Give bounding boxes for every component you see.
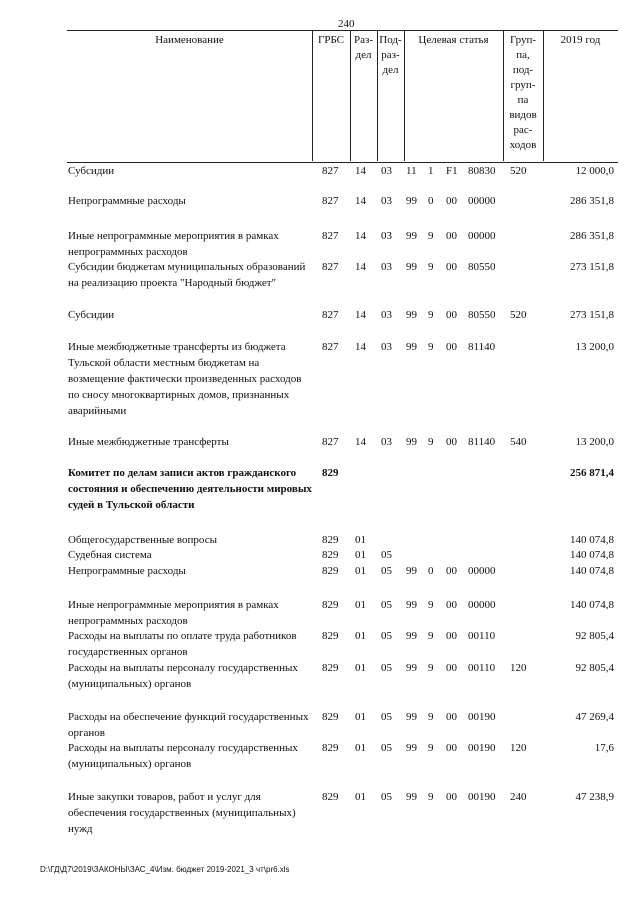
header-razdel: Раз- дел: [353, 34, 373, 61]
cell-t1: 99: [406, 565, 417, 577]
cell-t2: 9: [428, 261, 434, 273]
cell-t4: 00190: [468, 742, 496, 754]
cell-vr: 540: [510, 436, 527, 448]
cell-vr: 120: [510, 662, 527, 674]
cell-t3: 00: [446, 711, 457, 723]
cell-grbs: 827: [322, 436, 339, 448]
cell-t1: 99: [406, 261, 417, 273]
cell-amount: 13 200,0: [575, 436, 614, 448]
cell-rz: 14: [355, 436, 366, 448]
cell-grbs: 829: [322, 742, 339, 754]
cell-t1: 99: [406, 309, 417, 321]
cell-t3: 00: [446, 599, 457, 611]
cell-t2: 0: [428, 195, 434, 207]
column-divider: [543, 30, 544, 161]
cell-amount: 286 351,8: [570, 230, 614, 242]
column-divider: [404, 30, 405, 161]
cell-t4: 81140: [468, 436, 496, 448]
cell-rz: 14: [355, 230, 366, 242]
cell-t3: 00: [446, 630, 457, 642]
row-name: Судебная система: [68, 549, 152, 561]
cell-pr: 03: [381, 230, 392, 242]
cell-amount: 273 151,8: [570, 261, 614, 273]
row-name: Комитет по делам записи актов гражданского состояния и обеспечению деятельности мировых судей в Тульской области: [68, 467, 312, 511]
cell-t1: 99: [406, 436, 417, 448]
cell-t3: 00: [446, 230, 457, 242]
cell-rz: 01: [355, 662, 366, 674]
header-group: Груп- па, под- груп- па видов рас- ходов: [509, 34, 537, 151]
cell-rz: 14: [355, 165, 366, 177]
cell-t2: 9: [428, 662, 434, 674]
cell-grbs: 829: [322, 791, 339, 803]
cell-pr: 05: [381, 662, 392, 674]
cell-t4: 00190: [468, 791, 496, 803]
cell-t2: 9: [428, 230, 434, 242]
row-name: Расходы на выплаты по оплате труда работников государственных органов: [68, 630, 297, 658]
cell-pr: 05: [381, 599, 392, 611]
row-name: Иные непрограммные мероприятия в рамках непрограммных расходов: [68, 230, 279, 258]
row-name: Иные межбюджетные трансферты из бюджета Тульской области местным бюджетам на возмещение фактически произведенных расходов по сносу многоквартирных домов, признанных аварийными: [68, 341, 302, 417]
header-name: Наименование: [155, 34, 224, 46]
cell-t3: 00: [446, 565, 457, 577]
cell-t1: 99: [406, 599, 417, 611]
column-divider: [312, 30, 313, 161]
row-name: Расходы на выплаты персоналу государственных (муниципальных) органов: [68, 742, 298, 770]
cell-t2: 9: [428, 309, 434, 321]
cell-pr: 05: [381, 791, 392, 803]
cell-t1: 99: [406, 341, 417, 353]
cell-grbs: 829: [322, 467, 339, 479]
cell-amount: 140 074,8: [570, 549, 614, 561]
cell-pr: 03: [381, 309, 392, 321]
cell-grbs: 829: [322, 711, 339, 723]
cell-t2: 9: [428, 742, 434, 754]
header-target: Целевая статья: [418, 34, 489, 46]
cell-amount: 286 351,8: [570, 195, 614, 207]
cell-t3: 00: [446, 195, 457, 207]
cell-rz: 01: [355, 791, 366, 803]
cell-t1: 11: [406, 165, 417, 177]
cell-grbs: 827: [322, 309, 339, 321]
cell-pr: 03: [381, 261, 392, 273]
row-name: Непрограммные расходы: [68, 195, 186, 207]
cell-t4: 00000: [468, 195, 496, 207]
cell-grbs: 827: [322, 195, 339, 207]
header-year: 2019 год: [560, 34, 601, 46]
cell-t3: 00: [446, 309, 457, 321]
row-name: Расходы на выплаты персоналу государственных (муниципальных) органов: [68, 662, 298, 690]
cell-grbs: 829: [322, 599, 339, 611]
cell-amount: 140 074,8: [570, 599, 614, 611]
cell-amount: 140 074,8: [570, 534, 614, 546]
row-name: Общегосударственные вопросы: [68, 534, 217, 546]
cell-t2: 9: [428, 711, 434, 723]
cell-rz: 14: [355, 309, 366, 321]
cell-amount: 256 871,4: [570, 467, 614, 479]
row-name: Иные межбюджетные трансферты: [68, 436, 229, 448]
row-name: Субсидии бюджетам муниципальных образований на реализацию проекта "Народный бюджет": [68, 261, 306, 289]
row-name: Субсидии: [68, 309, 115, 321]
cell-rz: 14: [355, 261, 366, 273]
cell-t1: 99: [406, 230, 417, 242]
cell-pr: 03: [381, 165, 392, 177]
cell-t3: 00: [446, 341, 457, 353]
cell-t4: 00000: [468, 599, 496, 611]
row-name: Расходы на обеспечение функций государственных органов: [68, 711, 309, 739]
cell-t3: 00: [446, 436, 457, 448]
cell-t1: 99: [406, 711, 417, 723]
cell-amount: 47 238,9: [575, 791, 614, 803]
cell-t3: 00: [446, 662, 457, 674]
cell-amount: 140 074,8: [570, 565, 614, 577]
cell-grbs: 827: [322, 165, 339, 177]
cell-pr: 05: [381, 549, 392, 561]
cell-t3: 00: [446, 261, 457, 273]
cell-pr: 05: [381, 630, 392, 642]
cell-t2: 9: [428, 630, 434, 642]
cell-rz: 01: [355, 565, 366, 577]
cell-grbs: 827: [322, 261, 339, 273]
cell-t2: 1: [428, 165, 434, 177]
cell-rz: 01: [355, 711, 366, 723]
cell-t4: 00110: [468, 630, 496, 642]
cell-grbs: 829: [322, 630, 339, 642]
cell-amount: 92 805,4: [575, 662, 614, 674]
cell-t1: 99: [406, 662, 417, 674]
cell-pr: 03: [381, 436, 392, 448]
cell-vr: 240: [510, 791, 527, 803]
cell-pr: 05: [381, 711, 392, 723]
cell-t3: 00: [446, 742, 457, 754]
cell-vr: 520: [510, 309, 527, 321]
header-podrazdel: Под- раз- дел: [379, 34, 402, 76]
cell-rz: 01: [355, 742, 366, 754]
cell-t1: 99: [406, 630, 417, 642]
cell-t2: 9: [428, 341, 434, 353]
header-grbs: ГРБС: [317, 34, 345, 46]
cell-t4: 00190: [468, 711, 496, 723]
cell-rz: 14: [355, 195, 366, 207]
cell-amount: 13 200,0: [575, 341, 614, 353]
cell-vr: 120: [510, 742, 527, 754]
page-number: 240: [338, 18, 355, 30]
cell-amount: 273 151,8: [570, 309, 614, 321]
cell-t1: 99: [406, 791, 417, 803]
footer-path: D:\ГД\Д7\2019\ЗАКОНЫ\ЗАС_4\Изм. бюджет 2019-2021_3 чт\pr6.xls: [40, 865, 290, 874]
cell-t1: 99: [406, 742, 417, 754]
cell-vr: 520: [510, 165, 527, 177]
cell-pr: 05: [381, 742, 392, 754]
cell-t4: 80550: [468, 309, 496, 321]
cell-pr: 03: [381, 341, 392, 353]
cell-t1: 99: [406, 195, 417, 207]
cell-rz: 01: [355, 630, 366, 642]
cell-amount: 92 805,4: [575, 630, 614, 642]
cell-grbs: 827: [322, 230, 339, 242]
cell-t2: 9: [428, 599, 434, 611]
cell-t4: 80830: [468, 165, 496, 177]
cell-t2: 9: [428, 791, 434, 803]
cell-grbs: 827: [322, 341, 339, 353]
cell-t2: 0: [428, 565, 434, 577]
cell-grbs: 829: [322, 662, 339, 674]
row-name: Иные закупки товаров, работ и услуг для обеспечения государственных (муниципальных) нужд: [68, 791, 296, 835]
cell-grbs: 829: [322, 534, 339, 546]
cell-t4: 00000: [468, 565, 496, 577]
cell-pr: 05: [381, 565, 392, 577]
cell-amount: 17,6: [594, 742, 614, 754]
cell-rz: 01: [355, 534, 366, 546]
cell-rz: 01: [355, 599, 366, 611]
cell-grbs: 829: [322, 549, 339, 561]
cell-grbs: 829: [322, 565, 339, 577]
cell-pr: 03: [381, 195, 392, 207]
cell-amount: 12 000,0: [575, 165, 614, 177]
cell-t4: 00110: [468, 662, 496, 674]
cell-t4: 80550: [468, 261, 496, 273]
row-name: Иные непрограммные мероприятия в рамках непрограммных расходов: [68, 599, 279, 627]
cell-rz: 14: [355, 341, 366, 353]
cell-t2: 9: [428, 436, 434, 448]
row-name: Непрограммные расходы: [68, 565, 186, 577]
cell-t3: 00: [446, 791, 457, 803]
cell-t4: 00000: [468, 230, 496, 242]
cell-t3: F1: [446, 165, 458, 177]
row-name: Субсидии: [68, 165, 115, 177]
cell-amount: 47 269,4: [575, 711, 614, 723]
cell-t4: 81140: [468, 341, 496, 353]
cell-rz: 01: [355, 549, 366, 561]
